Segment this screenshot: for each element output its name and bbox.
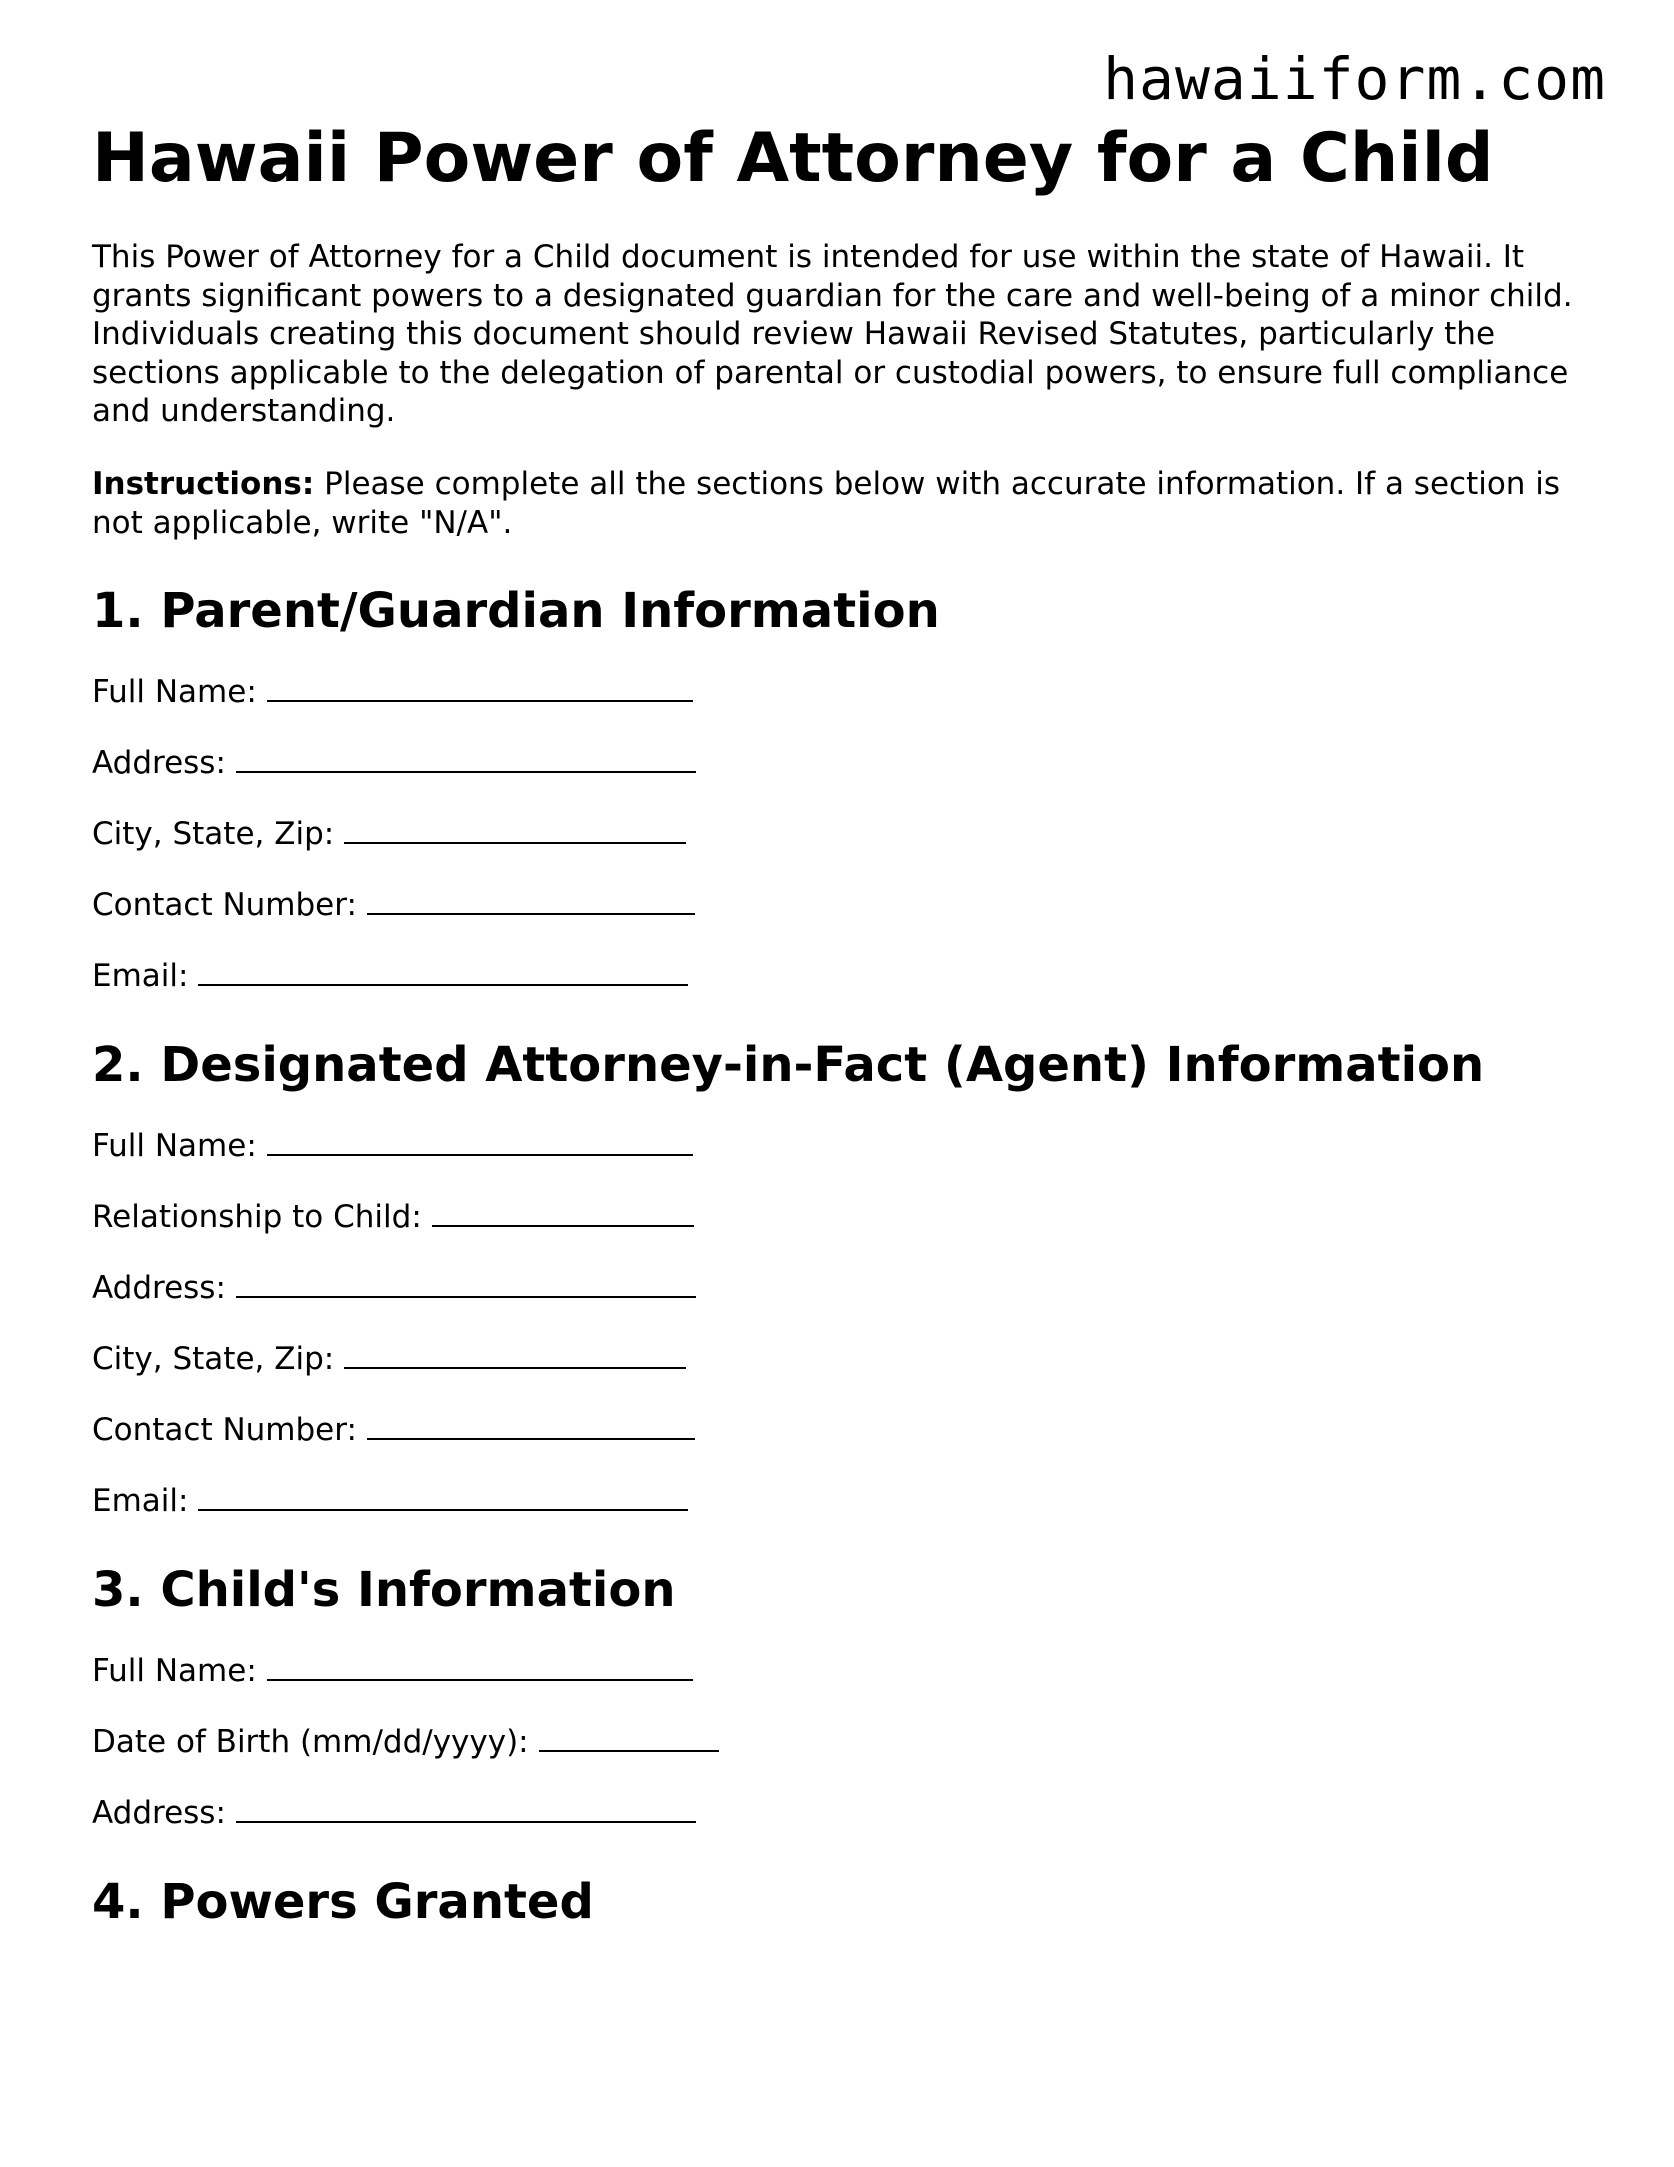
instructions-paragraph: [92, 465, 1602, 542]
section-attorney-in-fact: [92, 1036, 1602, 1521]
parent-address-field: [92, 743, 1602, 783]
parent-city-state-zip-input[interactable]: [344, 814, 686, 844]
agent-address-input[interactable]: [236, 1268, 696, 1298]
site-watermark: hawaiiform.com: [1103, 45, 1606, 113]
agent-email-input[interactable]: [198, 1481, 688, 1511]
field-label: Address:: [92, 745, 226, 782]
agent-relationship-input[interactable]: [432, 1197, 694, 1227]
section-powers-granted: [92, 1873, 1602, 1931]
instructions-text: Please complete all the sections below with accurate information. If a section is not applicable, write "N/A".: [92, 465, 1561, 541]
field-label: City, State, Zip:: [92, 816, 335, 853]
field-label: Address:: [92, 1795, 226, 1832]
agent-full-name-input[interactable]: [267, 1126, 693, 1156]
parent-email-field: [92, 956, 1602, 996]
parent-address-input[interactable]: [236, 743, 696, 773]
agent-city-state-zip-field: [92, 1339, 1602, 1379]
agent-full-name-field: [92, 1126, 1602, 1166]
agent-contact-number-field: [92, 1410, 1602, 1450]
parent-email-input[interactable]: [198, 956, 688, 986]
field-label: Full Name:: [92, 1653, 257, 1690]
agent-relationship-field: [92, 1197, 1602, 1237]
agent-city-state-zip-input[interactable]: [344, 1339, 686, 1369]
parent-contact-number-field: [92, 885, 1602, 925]
child-date-of-birth-field: [92, 1722, 1602, 1762]
parent-city-state-zip-field: [92, 814, 1602, 854]
field-label: Full Name:: [92, 1128, 257, 1165]
field-label: Contact Number:: [92, 1412, 357, 1449]
section-heading: 1. Parent/Guardian Information: [92, 583, 940, 640]
field-label: Address:: [92, 1270, 226, 1307]
parent-contact-number-input[interactable]: [367, 885, 695, 915]
field-label: Relationship to Child:: [92, 1199, 422, 1236]
agent-contact-number-input[interactable]: [367, 1410, 695, 1440]
field-label: Full Name:: [92, 674, 257, 711]
child-address-input[interactable]: [236, 1793, 696, 1823]
section-child-information: [92, 1561, 1602, 1833]
field-label: Date of Birth (mm/dd/yyyy):: [92, 1724, 529, 1761]
child-full-name-field: [92, 1651, 1602, 1691]
section-heading: 4. Powers Granted: [92, 1874, 594, 1931]
child-date-of-birth-input[interactable]: [539, 1722, 719, 1752]
instructions-lead: Instructions:: [92, 465, 315, 502]
section-parent-guardian: [92, 582, 1602, 996]
field-label: Email:: [92, 958, 189, 995]
page-title: Hawaii Power of Attorney for a Child: [92, 119, 1494, 198]
document-content: [92, 118, 1602, 1931]
section-heading: 3. Child's Information: [92, 1562, 676, 1619]
parent-full-name-field: [92, 672, 1602, 712]
child-full-name-input[interactable]: [267, 1651, 693, 1681]
section-heading: 2. Designated Attorney-in-Fact (Agent) Information: [92, 1037, 1485, 1094]
field-label: Contact Number:: [92, 887, 357, 924]
field-label: City, State, Zip:: [92, 1341, 335, 1378]
agent-email-field: [92, 1481, 1602, 1521]
intro-paragraph: This Power of Attorney for a Child document is intended for use within the state of Hawaii. It grants significant powers to a designated guardian for the care and well-being of a minor child. Individuals creating this document should review Hawaii Revised Statutes, particularly the sections applicable to the delegation of parental or custodial powers, to ensure full compliance and understanding.: [92, 239, 1573, 430]
agent-address-field: [92, 1268, 1602, 1308]
child-address-field: [92, 1793, 1602, 1833]
field-label: Email:: [92, 1483, 189, 1520]
parent-full-name-input[interactable]: [267, 672, 693, 702]
